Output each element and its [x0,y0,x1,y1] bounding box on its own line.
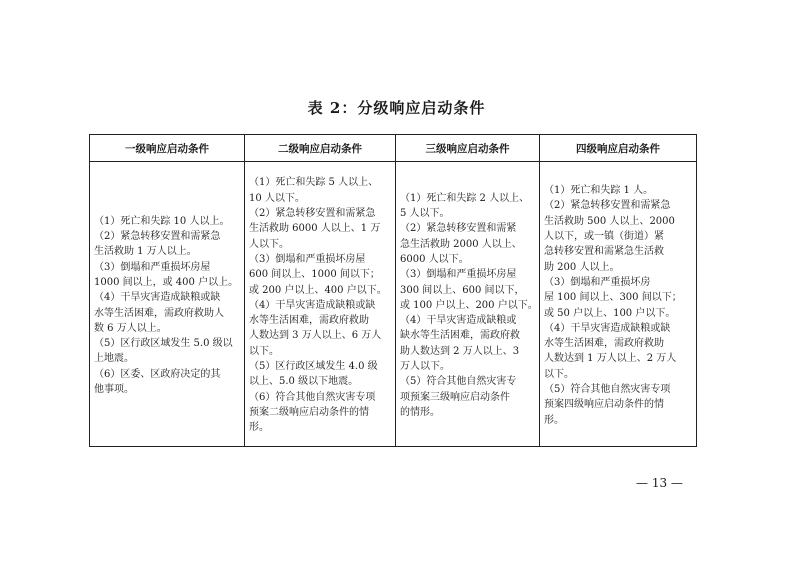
condition-line: 水等生活困难，需政府救助 [544,338,664,350]
condition-line: 助人数达到 2 万人以上、3 [400,345,520,357]
condition-line: （5）区行政区域发生 4.0 级 [249,361,378,373]
condition-line: （3）倒塌和严重损坏房屋 [249,253,366,265]
condition-line: 上地震。 [94,353,134,365]
condition-line: （4）干旱灾害造成缺粮或 [400,315,517,327]
condition-line: 预案四级响应启动条件的情 [544,399,664,411]
condition-line: 助 200 人以上。 [544,261,620,273]
condition-line: 生活救助 500 人以上、2000 [544,215,675,227]
condition-line: 形。 [544,414,564,426]
condition-line: 5 人以下。 [400,208,450,220]
condition-line: 的情形。 [400,406,440,418]
condition-line: 以下。 [249,345,279,357]
condition-line: 水等生活困难，需政府救助人 [94,307,224,319]
condition-line: 他事项。 [94,383,134,395]
condition-line: （1）死亡和失踪 2 人以上、 [400,192,530,204]
header-level-4: 四级响应启动条件 [540,135,697,162]
header-row [90,135,697,162]
condition-line: 或 50 户以上、100 户以下。 [544,307,676,319]
condition-line: 以上、5.0 级以下地震。 [249,376,359,388]
condition-line: 10 人以下。 [249,192,305,204]
condition-line: 数 6 万人以上。 [94,322,167,334]
condition-line: 预案二级响应启动条件的情 [249,406,369,418]
condition-line: （3）倒塌和严重损坏房屋 [400,269,517,281]
condition-line: 形。 [249,422,269,434]
condition-line: （4）干旱灾害造成缺粮或缺 [544,322,671,334]
condition-line: （4）干旱灾害造成缺粮或缺 [249,299,376,311]
condition-line: 水等生活困难，需政府救助 [249,315,369,327]
condition-line: 屋 100 间以上、300 间以下； [544,292,682,304]
condition-line: 600 间以上、1000 间以下； [249,269,380,281]
condition-line: （2）紧急转移安置和需紧急 [249,208,376,220]
condition-line: （5）符合其他自然灾害专 [400,376,517,388]
condition-line: （2）紧急转移安置和需紧急 [544,200,671,212]
condition-line: （1）死亡和失踪 10 人以上。 [94,215,230,227]
condition-line: 以下。 [544,368,574,380]
header-level-2: 二级响应启动条件 [245,135,396,162]
condition-line: 生活救助 1 万人以上。 [94,246,197,258]
condition-line: （3）倒塌和严重损坏房屋 [94,261,211,273]
header-level-1: 一级响应启动条件 [90,135,245,162]
condition-line: （2）紧急转移安置和需紧 [400,223,517,235]
condition-line: 项预案三级响应启动条件 [400,391,510,403]
condition-line: 生活救助 6000 人以上、1 万 [249,223,381,235]
condition-line: （4）干旱灾害造成缺粮或缺 [94,292,221,304]
condition-line: 缺水等生活困难，需政府救 [400,330,520,342]
page-number: — 13 — [636,476,683,490]
condition-line: （6）区委、区政府决定的其 [94,368,221,380]
condition-line: 6000 人以下。 [400,253,469,265]
level-3-conditions [396,162,540,447]
condition-line: （2）紧急转移安置和需紧急 [94,231,221,243]
condition-line: （5）区行政区域发生 5.0 级以 [94,338,233,350]
response-conditions-table [89,134,697,447]
condition-line: 或 200 户以上、400 户以下。 [249,284,387,296]
condition-line: （1）死亡和失踪 5 人以上、 [249,177,379,189]
condition-line: （3）倒塌和严重损坏房 [544,276,651,288]
level-2-conditions [245,162,396,447]
level-4-conditions [540,162,697,447]
condition-line: 急生活救助 2000 人以上、 [400,238,522,250]
condition-line: 300 间以上、600 间以下， [400,284,525,296]
condition-line: （1）死亡和失踪 1 人。 [544,185,654,197]
condition-line: 万人以下。 [400,361,450,373]
condition-line: 人以下。 [249,238,289,250]
conditions-row [90,162,697,447]
condition-line: 人以下，或一镇（街道）紧 [544,231,664,243]
condition-line: （5）符合其他自然灾害专项 [544,383,671,395]
condition-line: 1000 间以上，或 400 户以上。 [94,276,239,288]
condition-line: （6）符合其他自然灾害专项 [249,391,376,403]
condition-line: 急转移安置和需紧急生活救 [544,246,664,258]
condition-line: 或 100 户以上、200 户以下。 [400,299,538,311]
condition-line: 人数达到 3 万人以上、6 万人 [249,330,382,342]
condition-line: 人数达到 1 万人以上、2 万人 [544,353,677,365]
table-title: 表 2：分级响应启动条件 [307,99,486,117]
level-1-conditions [90,162,245,447]
header-level-3: 三级响应启动条件 [396,135,540,162]
